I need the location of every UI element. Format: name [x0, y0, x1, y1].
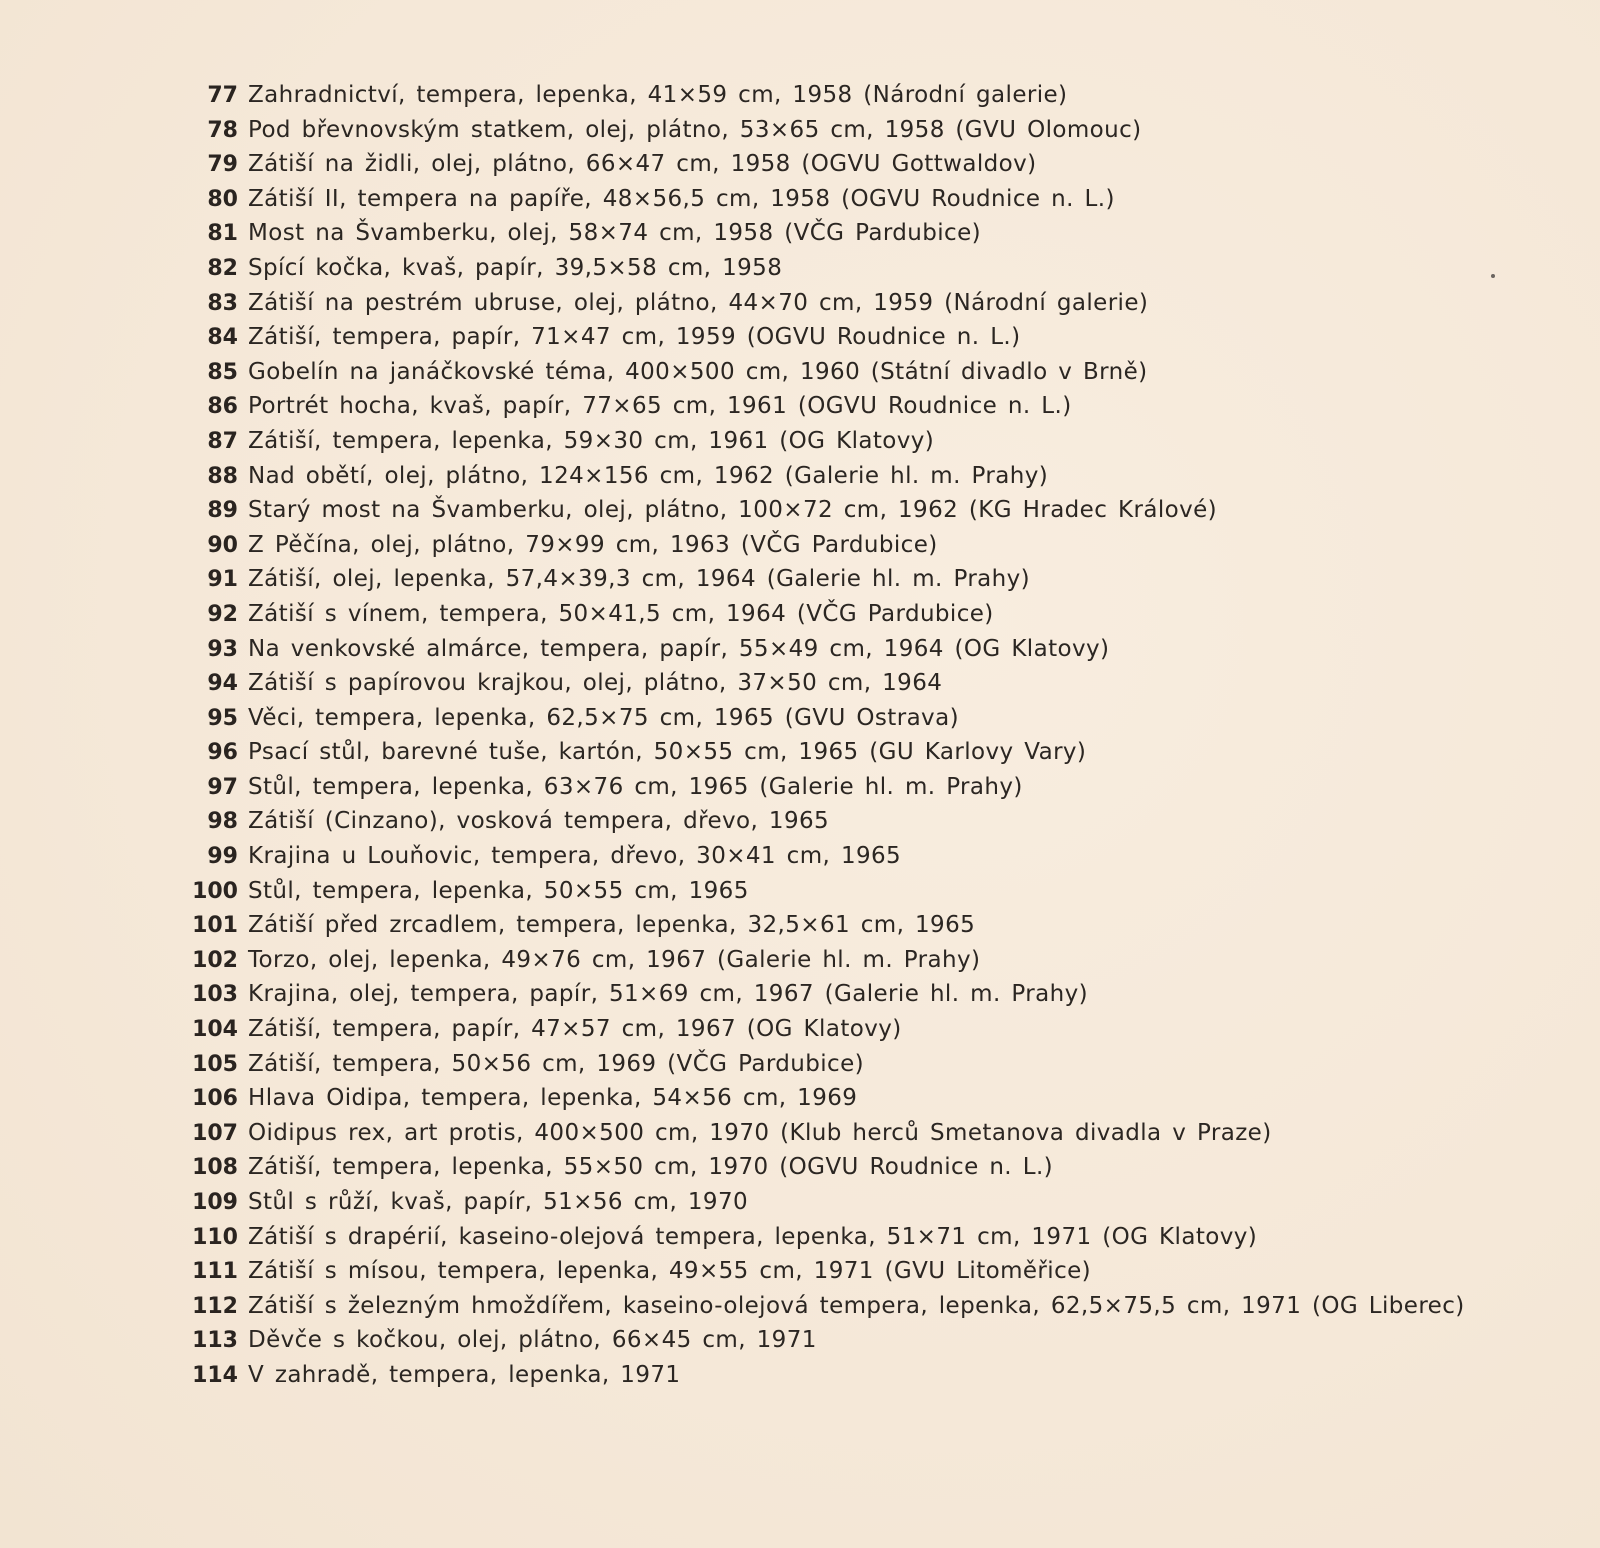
entry-description: Hlava Oidipa, tempera, lepenka, 54×56 cm, 1969: [248, 1085, 858, 1112]
catalogue-entry: [180, 147, 1465, 182]
catalogue-entry: [180, 78, 1465, 113]
catalogue-entry: [180, 562, 1465, 597]
entry-description: Krajina, olej, tempera, papír, 51×69 cm, 1967 (Galerie hl. m. Prahy): [248, 981, 1088, 1008]
entry-number: 111: [192, 1259, 238, 1285]
entry-description: Zátiší na pestrém ubruse, olej, plátno, 44×70 cm, 1959 (Národní galerie): [248, 289, 1149, 316]
catalogue-entry: [180, 666, 1465, 701]
entry-description: Na venkovské almárce, tempera, papír, 55×49 cm, 1964 (OG Klatovy): [248, 635, 1110, 662]
catalogue-entry: [180, 493, 1465, 528]
entry-number: 105: [192, 1051, 238, 1077]
catalogue-entry: [180, 528, 1465, 563]
catalogue-entry: [180, 770, 1465, 805]
entry-number: 114: [192, 1362, 238, 1388]
entry-number: 99: [207, 844, 238, 870]
entry-number: 77: [207, 83, 238, 108]
entry-description: Zátiší s papírovou krajkou, olej, plátno, 37×50 cm, 1964: [248, 670, 943, 697]
entry-number: 94: [207, 671, 238, 697]
entry-description: Zátiší, tempera, lepenka, 55×50 cm, 1970 (OGVU Roudnice n. L.): [248, 1154, 1054, 1181]
entry-number: 80: [207, 186, 238, 212]
catalogue-entry: [180, 1220, 1465, 1255]
entry-number: 96: [207, 740, 238, 766]
entry-description: Portrét hocha, kvaš, papír, 77×65 cm, 1961 (OGVU Roudnice n. L.): [248, 393, 1072, 420]
entry-description: Zátiší před zrcadlem, tempera, lepenka, 32,5×61 cm, 1965: [248, 912, 976, 939]
entry-description: Zátiší s drapérií, kaseino-olejová tempera, lepenka, 51×71 cm, 1971 (OG Klatovy): [248, 1223, 1258, 1250]
entry-description: Krajina u Louňovic, tempera, dřevo, 30×41 cm, 1965: [248, 843, 902, 870]
paper-speck: [1491, 274, 1495, 278]
entry-number: 103: [192, 982, 238, 1008]
entry-description: Zátiší s železným hmoždířem, kaseino-olejová tempera, lepenka, 62,5×75,5 cm, 1971 (OG Liberec): [248, 1292, 1465, 1319]
entry-number: 104: [192, 1017, 238, 1043]
catalogue-entry: [180, 286, 1465, 321]
catalogue-entry: [180, 1289, 1465, 1324]
entry-number: 87: [207, 428, 238, 454]
catalogue-entry: [180, 1150, 1465, 1185]
entry-description: Zátiší, tempera, papír, 71×47 cm, 1959 (OGVU Roudnice n. L.): [248, 324, 1021, 351]
entry-number: 110: [192, 1224, 238, 1250]
entry-description: Zátiší s vínem, tempera, 50×41,5 cm, 1964 (VČG Pardubice): [248, 600, 994, 627]
entry-number: 90: [207, 532, 238, 558]
catalogue-entry: [180, 977, 1465, 1012]
catalogue-entry: [180, 1323, 1465, 1358]
catalogue-entry: [180, 355, 1465, 390]
entry-number: 81: [207, 221, 238, 247]
entry-number: 88: [207, 463, 238, 489]
catalogue-entry: [180, 1081, 1465, 1116]
entry-description: Gobelín na janáčkovské téma, 400×500 cm, 1960 (Státní divadlo v Brně): [248, 358, 1148, 385]
catalogue-entry: [180, 804, 1465, 839]
entry-description: Pod břevnovským statkem, olej, plátno, 53×65 cm, 1958 (GVU Olomouc): [248, 116, 1142, 143]
entry-description: Zátiší s mísou, tempera, lepenka, 49×55 cm, 1971 (GVU Litoměřice): [248, 1258, 1092, 1285]
entry-description: Zahradnictví, tempera, lepenka, 41×59 cm, 1958 (Národní galerie): [248, 82, 1068, 108]
entry-number: 92: [207, 601, 238, 627]
entry-number: 95: [207, 705, 238, 731]
entry-description: Děvče s kočkou, olej, plátno, 66×45 cm, 1971: [248, 1327, 817, 1354]
entry-number: 91: [207, 567, 238, 593]
catalogue-entry: [180, 1185, 1465, 1220]
entry-number: 101: [192, 913, 238, 939]
catalogue-entry: [180, 701, 1465, 736]
entry-description: Věci, tempera, lepenka, 62,5×75 cm, 1965 (GVU Ostrava): [248, 704, 959, 731]
entry-description: Psací stůl, barevné tuše, kartón, 50×55 cm, 1965 (GU Karlovy Vary): [248, 739, 1087, 766]
entry-description: Torzo, olej, lepenka, 49×76 cm, 1967 (Galerie hl. m. Prahy): [248, 946, 981, 973]
catalogue-entry: [180, 182, 1465, 217]
catalogue-entry: [180, 943, 1465, 978]
entry-description: Nad obětí, olej, plátno, 124×156 cm, 1962 (Galerie hl. m. Prahy): [248, 462, 1049, 489]
entry-number: 107: [192, 1120, 238, 1146]
entry-description: V zahradě, tempera, lepenka, 1971: [248, 1361, 681, 1388]
entry-description: Zátiší, tempera, 50×56 cm, 1969 (VČG Pardubice): [248, 1050, 864, 1077]
entry-number: 108: [192, 1155, 238, 1181]
catalogue-entry: [180, 424, 1465, 459]
catalogue-entry: [180, 216, 1465, 251]
entry-number: 109: [192, 1190, 238, 1215]
entry-number: 106: [192, 1086, 238, 1112]
catalogue-entry: [180, 1047, 1465, 1082]
catalogue-entry: [180, 389, 1465, 424]
catalogue-entry: [180, 908, 1465, 943]
entry-description: Starý most na Švamberku, olej, plátno, 100×72 cm, 1962 (KG Hradec Králové): [248, 497, 1218, 524]
entry-number: 85: [207, 359, 238, 385]
entry-description: Zátiší, olej, lepenka, 57,4×39,3 cm, 1964 (Galerie hl. m. Prahy): [248, 566, 1031, 593]
entry-number: 97: [207, 774, 238, 800]
entry-number: 98: [207, 809, 238, 835]
entry-description: Zátiší II, tempera na papíře, 48×56,5 cm, 1958 (OGVU Roudnice n. L.): [248, 185, 1115, 212]
catalogue-entry: [180, 320, 1465, 355]
entry-description: Zátiší, tempera, lepenka, 59×30 cm, 1961 (OG Klatovy): [248, 427, 935, 454]
entry-description: Stůl, tempera, lepenka, 50×55 cm, 1965: [248, 877, 749, 904]
catalogue-entry: [180, 1254, 1465, 1289]
entry-number: 79: [207, 152, 238, 178]
entry-number: 113: [192, 1328, 238, 1354]
entry-description: Spící kočka, kvaš, papír, 39,5×58 cm, 1958: [248, 254, 783, 281]
entry-number: 78: [207, 117, 238, 143]
catalogue-entry: [180, 251, 1465, 286]
catalogue-entry: [180, 735, 1465, 770]
catalogue-entry: [180, 1012, 1465, 1047]
entry-number: 112: [192, 1293, 238, 1319]
catalogue-entry: [180, 632, 1465, 667]
entry-number: 89: [207, 498, 238, 524]
catalogue-entry: [180, 1116, 1465, 1151]
entry-number: 86: [207, 394, 238, 420]
entry-number: 83: [207, 290, 238, 316]
catalogue-entry: [180, 597, 1465, 632]
entry-number: 82: [207, 255, 238, 281]
catalogue-entry: [180, 113, 1465, 148]
entry-number: 93: [207, 636, 238, 662]
entry-description: Zátiší, tempera, papír, 47×57 cm, 1967 (OG Klatovy): [248, 1016, 902, 1043]
entry-number: 100: [192, 878, 238, 904]
artwork-list: [180, 78, 1465, 1393]
entry-description: Stůl s růží, kvaš, papír, 51×56 cm, 1970: [248, 1189, 749, 1215]
entry-description: Zátiší na židli, olej, plátno, 66×47 cm, 1958 (OGVU Gottwaldov): [248, 151, 1037, 178]
entry-description: Z Pěčína, olej, plátno, 79×99 cm, 1963 (VČG Pardubice): [248, 531, 938, 558]
entry-description: Zátiší (Cinzano), vosková tempera, dřevo, 1965: [248, 808, 830, 835]
catalogue-entry: [180, 839, 1465, 874]
entry-number: 84: [207, 325, 238, 351]
entry-description: Most na Švamberku, olej, 58×74 cm, 1958 (VČG Pardubice): [248, 220, 982, 247]
catalogue-entry: [180, 459, 1465, 494]
catalogue-entry: [180, 1358, 1465, 1393]
entry-number: 102: [192, 947, 238, 973]
entry-description: Stůl, tempera, lepenka, 63×76 cm, 1965 (Galerie hl. m. Prahy): [248, 773, 1023, 800]
entry-description: Oidipus rex, art protis, 400×500 cm, 1970 (Klub herců Smetanova divadla v Praze): [248, 1119, 1272, 1146]
catalogue-entry: [180, 874, 1465, 909]
